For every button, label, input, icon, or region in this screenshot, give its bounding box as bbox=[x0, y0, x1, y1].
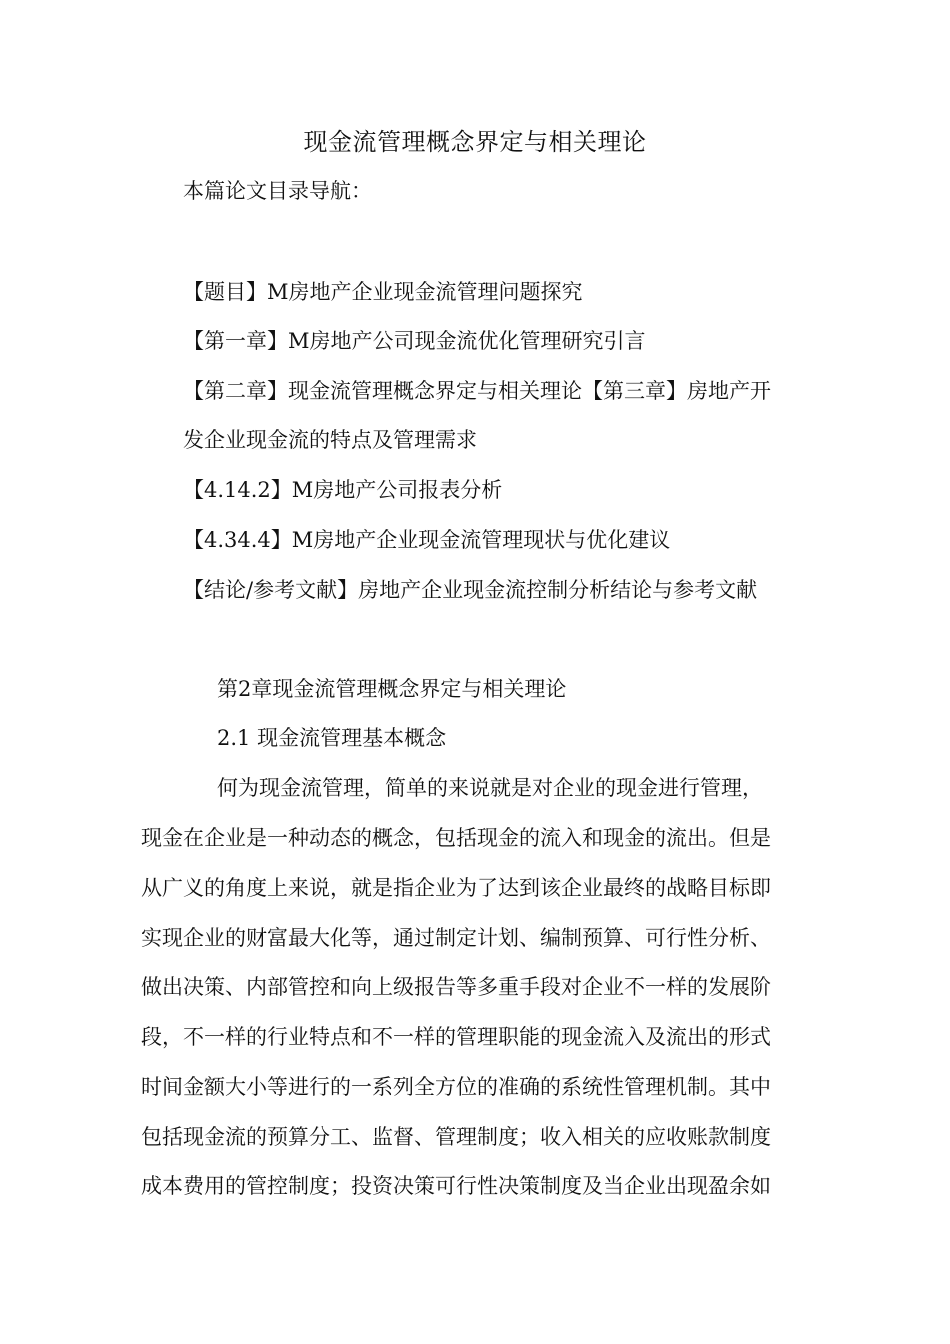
body-line: 成本费用的管控制度；投资决策可行性决策制度及当企业出现盈余如 bbox=[141, 1174, 771, 1198]
body-line: 段，不一样的行业特点和不一样的管理职能的现金流入及流出的形式 bbox=[141, 1025, 771, 1049]
body-line: 从广义的角度上来说，就是指企业为了达到该企业最终的战略目标即 bbox=[141, 876, 771, 900]
document-title: 现金流管理概念界定与相关理论 bbox=[303, 128, 647, 156]
chapter-heading: 第2章现金流管理概念界定与相关理论 bbox=[217, 677, 567, 701]
body-line: 做出决策、内部管控和向上级报告等多重手段对企业不一样的发展阶 bbox=[141, 975, 771, 999]
body-line: 现金在企业是一种动态的概念，包括现金的流入和现金的流出。但是 bbox=[141, 826, 771, 850]
body-line: 包括现金流的预算分工、监督、管理制度；收入相关的应收账款制度 bbox=[141, 1125, 771, 1149]
body-line: 实现企业的财富最大化等，通过制定计划、编制预算、可行性分析、 bbox=[141, 926, 771, 950]
toc-item-title[interactable]: 【题目】M房地产企业现金流管理问题探究 bbox=[183, 280, 583, 304]
body-line: 何为现金流管理，简单的来说就是对企业的现金进行管理， bbox=[217, 776, 763, 800]
toc-item-chapter-2-3[interactable]: 【第二章】现金流管理概念界定与相关理论【第三章】房地产开 bbox=[183, 379, 771, 403]
section-heading: 2.1 现金流管理基本概念 bbox=[217, 726, 447, 750]
toc-item-4-3-4-4[interactable]: 【4.34.4】M房地产企业现金流管理现状与优化建议 bbox=[183, 528, 671, 552]
toc-item-4-1-4-2[interactable]: 【4.14.2】M房地产公司报表分析 bbox=[183, 478, 503, 502]
toc-item-chapter-3-cont[interactable]: 发企业现金流的特点及管理需求 bbox=[183, 428, 477, 452]
body-line: 时间金额大小等进行的一系列全方位的准确的系统性管理机制。其中 bbox=[141, 1075, 771, 1099]
toc-item-chapter-1[interactable]: 【第一章】M房地产公司现金流优化管理研究引言 bbox=[183, 329, 646, 353]
toc-item-conclusion[interactable]: 【结论/参考文献】房地产企业现金流控制分析结论与参考文献 bbox=[183, 578, 758, 602]
toc-nav-label: 本篇论文目录导航： bbox=[183, 179, 372, 203]
